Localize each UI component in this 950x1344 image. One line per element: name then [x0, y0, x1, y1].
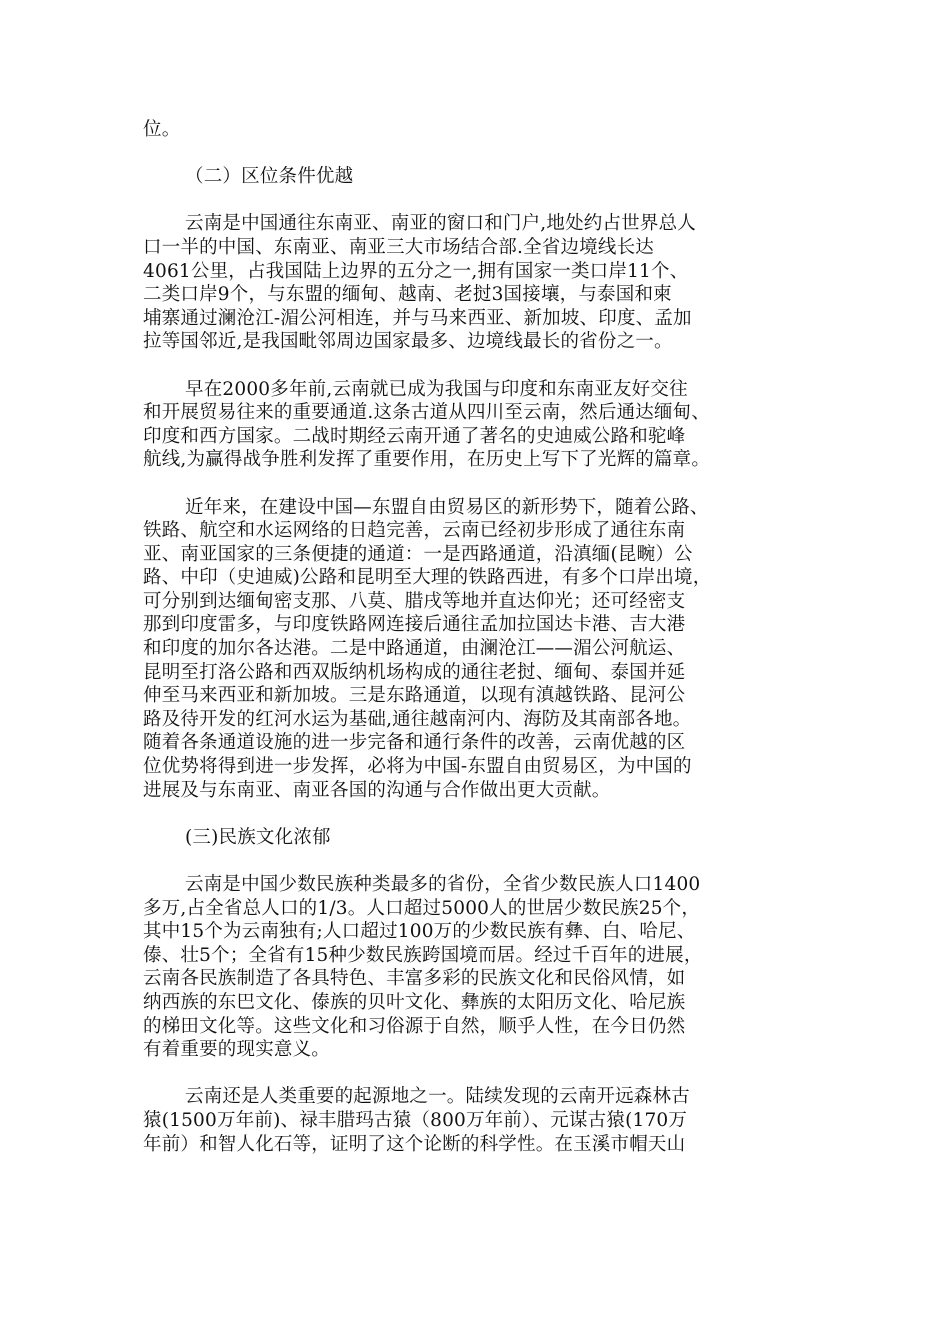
text-line: 航线,为赢得战争胜利发挥了重要作用，在历史上写下了光辉的篇章。 [143, 449, 711, 471]
paragraph-continuation [143, 118, 813, 142]
paragraph-human-origin [143, 1085, 813, 1156]
text-line: 印度和西方国家。二战时期经云南开通了著名的史迪威公路和驼峰 [143, 425, 686, 447]
section-heading-location [143, 165, 813, 189]
paragraph-gap [143, 189, 813, 213]
text-line: 亚、南亚国家的三条便捷的通道：一是西路通道，沿滇缅(昆畹）公 [143, 543, 693, 565]
text-line: 猿(1500万年前)、禄丰腊玛古猿（800万年前）、元谋古猿(170万 [143, 1109, 688, 1131]
text-line: 纳西族的东巴文化、傣族的贝叶文化、彝族的太阳历文化、哈尼族 [143, 991, 686, 1013]
text-line: 和开展贸易往来的重要通道.这条古道从四川至云南，然后通达缅甸、 [143, 402, 711, 424]
text-line: 埔寨通过澜沧江-湄公河相连，并与马来西亚、新加坡、印度、孟加 [143, 307, 692, 329]
text-line: 二类口岸9个，与东盟的缅甸、越南、老挝3国接壤，与泰国和柬 [143, 284, 672, 306]
paragraph-gateway [143, 212, 813, 354]
paragraph-gap [143, 142, 813, 166]
text-line: 铁路、航空和水运网络的日趋完善，云南已经初步形成了通往东南 [143, 520, 686, 542]
text-line: 随着各条通道设施的进一步完备和通行条件的改善，云南优越的区 [143, 732, 686, 754]
text-line: 进展及与东南亚、南亚各国的沟通与合作做出更大贡献。 [143, 779, 611, 801]
document-page [143, 118, 813, 1156]
paragraph-gap [143, 802, 813, 826]
text-line: 可分别到达缅甸密支那、八莫、腊戌等地并直达仰光；还可经密支 [143, 590, 686, 612]
text-line: 云南是中国少数民族种类最多的省份，全省少数民族人口1400 [185, 874, 701, 895]
paragraph-gap [143, 1062, 813, 1086]
text-line: 路、中印（史迪威)公路和昆明至大理的铁路西进，有多个口岸出境， [143, 567, 712, 589]
text-line: 早在2000多年前,云南就已成为我国与印度和东南亚友好交往 [185, 378, 688, 400]
paragraph-gap [143, 849, 813, 873]
text-line: 拉等国邻近,是我国毗邻周边国家最多、边境线最长的省份之一。 [143, 331, 673, 353]
text-line: 那到印度雷多，与印度铁路网连接后通往孟加拉国达卡港、吉大港 [143, 614, 686, 636]
heading-text: （二）区位条件优越 [185, 166, 354, 188]
text-line: 和印度的加尔各达港。二是中路通道，由澜沧江——湄公河航运、 [143, 638, 686, 660]
paragraph-ethnic-groups [143, 873, 813, 1062]
section-heading-culture [143, 826, 813, 850]
text-line: 云南各民族制造了各具特色、丰富多彩的民族文化和民俗风情，如 [143, 968, 686, 990]
text-line: 年前）和智人化石等，证明了这个论断的科学性。在玉溪市帽天山 [143, 1133, 686, 1155]
paragraph-gap [143, 354, 813, 378]
text-line: 路及待开发的红河水运为基础,通往越南河内、海防及其南部各地。 [143, 708, 692, 730]
text-line: 傣、壮5个；全省有15种少数民族跨国境而居。经过千百年的进展， [143, 944, 703, 966]
text-line: 云南还是人类重要的起源地之一。陆续发现的云南开远森林古 [185, 1086, 690, 1108]
paragraph-gap [143, 472, 813, 496]
paragraph-corridors [143, 496, 813, 803]
text-line: 有着重要的现实意义。 [143, 1039, 331, 1061]
text-line: 位。 [143, 119, 181, 140]
text-line: 的梯田文化等。这些文化和习俗源于自然，顺乎人性，在今日仍然 [143, 1015, 686, 1037]
text-line: 4061公里，占我国陆上边界的五分之一,拥有国家一类口岸11个、 [143, 260, 689, 282]
text-line: 近年来，在建设中国—东盟自由贸易区的新形势下，随着公路、 [185, 496, 709, 518]
text-line: 多万,占全省总人口的1/3。人口超过5000人的世居少数民族25个， [143, 897, 701, 919]
text-line: 伸至马来西亚和新加坡。三是东路通道，以现有滇越铁路、昆河公 [143, 685, 686, 707]
text-line: 云南是中国通往东南亚、南亚的窗口和门户,地处约占世界总人 [185, 213, 696, 235]
heading-text: (三)民族文化浓郁 [185, 826, 331, 848]
paragraph-history [143, 378, 813, 472]
text-line: 位优势将得到进一步发挥，必将为中国-东盟自由贸易区，为中国的 [143, 756, 692, 778]
text-line: 口一半的中国、东南亚、南亚三大市场结合部.全省边境线长达 [143, 236, 654, 258]
text-line: 昆明至打洛公路和西双版纳机场构成的通往老挝、缅甸、泰国并延 [143, 661, 686, 683]
text-line: 其中15个为云南独有;人口超过100万的少数民族有彝、白、哈尼、 [143, 921, 696, 943]
